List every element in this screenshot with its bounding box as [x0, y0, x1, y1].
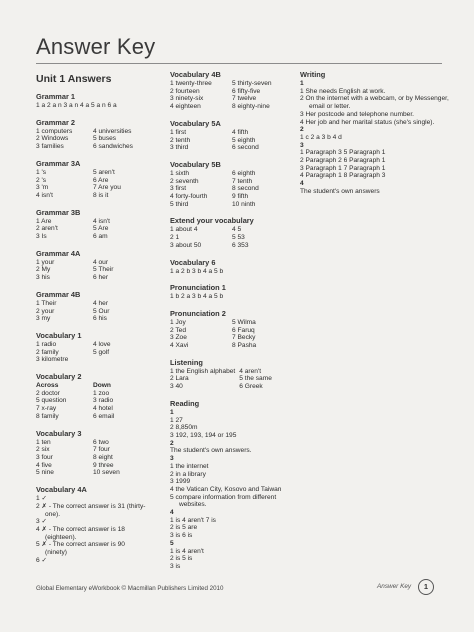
- answer-item: 3 ninety-six: [170, 95, 204, 103]
- answer-item: 4 universities: [93, 127, 132, 135]
- question-number: 1: [300, 80, 304, 87]
- answer-section: [36, 208, 146, 241]
- answer-item: 10 seven: [93, 469, 120, 477]
- answer-item: 4 isn't: [93, 217, 111, 225]
- answer-item: 2 seventh: [170, 177, 199, 185]
- answer-item: 5 buses: [93, 135, 117, 143]
- answer-item: 8 Pasha: [232, 342, 257, 350]
- answer-section: [36, 429, 146, 478]
- answer-grid: [170, 80, 290, 111]
- answer-line: 4 Her job and her marital status (she's single).: [300, 118, 435, 126]
- answer-section: [300, 70, 450, 196]
- answer-line: 1 b 2 a 3 b 4 a 5 b: [170, 293, 224, 301]
- answer-section: [36, 92, 146, 110]
- answer-section: [36, 331, 146, 364]
- section-heading: Vocabulary 5B: [170, 159, 221, 169]
- question-number: 4: [300, 180, 304, 188]
- answer-grid: [170, 319, 290, 350]
- section-heading: Extend your vocabulary: [170, 216, 254, 226]
- section-heading: Listening: [170, 357, 203, 367]
- answer-item: 3 kilometre: [36, 356, 69, 364]
- footer-label: Answer Key: [377, 583, 412, 590]
- answer-line: 3 1999: [170, 478, 191, 486]
- answer-section: [170, 216, 290, 249]
- answer-section: [36, 249, 146, 282]
- answer-line: The student's own answers.: [170, 447, 252, 455]
- answer-grid: [170, 170, 290, 209]
- answer-item: 1 the English alphabet: [170, 367, 236, 375]
- answer-item: 3 'm: [36, 184, 49, 192]
- section-heading: Vocabulary 5A: [170, 118, 221, 128]
- answer-section: [170, 399, 290, 571]
- section-heading: Grammar 1: [36, 92, 76, 101]
- answer-item: 7 twelve: [232, 95, 257, 103]
- section-heading: Vocabulary 4A: [36, 485, 87, 495]
- answer-item: 6 Are: [93, 176, 109, 184]
- answer-line: 2 is 5 are: [170, 524, 198, 532]
- answer-item: 6 am: [93, 233, 108, 241]
- answer-section: [170, 119, 290, 152]
- answer-section: [36, 118, 146, 151]
- answer-line: 3 Paragraph 1 7 Paragraph 1: [300, 164, 386, 172]
- question-number: 4: [170, 509, 174, 517]
- answer-section: [170, 358, 290, 391]
- answer-line: 1 a 2 a n 3 a n 4 a 5 a n 6 a: [36, 102, 117, 109]
- answer-item: 7 tenth: [232, 177, 253, 185]
- section-heading: Pronunciation 2: [170, 308, 226, 318]
- answer-item: 4 five: [36, 461, 52, 469]
- answer-line: 2 in a library: [170, 470, 206, 478]
- section-heading: Grammar 4B: [36, 289, 81, 299]
- answer-item: 1 ten: [36, 438, 51, 446]
- answer-item: 3 about 50: [170, 241, 202, 249]
- answer-item: 5 the same: [239, 375, 272, 383]
- answer-item: 5 Wilma: [232, 318, 256, 326]
- answer-item: 4 eighteen: [170, 103, 201, 111]
- answer-item: 6 fifty-five: [232, 87, 261, 95]
- answer-item: 2 family: [36, 348, 59, 356]
- unit-heading: Unit 1 Answers: [36, 73, 112, 85]
- answer-line: 4 Paragraph 1 8 Paragraph 3: [300, 172, 386, 180]
- answer-grid: [36, 218, 146, 241]
- answer-item: 6 her: [93, 274, 109, 282]
- answer-item: 7 four: [93, 446, 110, 454]
- answer-line: 2 is 5 is: [170, 555, 193, 563]
- answer-item: 1 about 4: [170, 226, 198, 234]
- answer-item: 4 aren't: [239, 367, 262, 375]
- answer-item: 4 isn't: [36, 191, 54, 199]
- answer-section: [170, 70, 290, 111]
- section-heading: Writing: [300, 70, 326, 79]
- answer-item: 7 Are you: [93, 184, 121, 192]
- answer-item: 4 Xavi: [170, 342, 189, 350]
- section-heading: Grammar 2: [36, 117, 76, 127]
- answer-section: [36, 485, 146, 564]
- answer-item: 5 question: [36, 397, 67, 405]
- answer-line: 1 is 4 aren't: [170, 547, 204, 555]
- answer-line: 3 Her postcode and telephone number.: [300, 110, 415, 118]
- answer-item: 2 aren't: [36, 225, 58, 233]
- question-number: 2: [170, 439, 174, 447]
- answer-item: 2 My: [36, 266, 51, 274]
- question-number: 3: [170, 455, 174, 463]
- answer-item: 2 Windows: [36, 135, 69, 143]
- answer-item: 8 eighty-nine: [232, 103, 270, 111]
- answer-item: Down: [93, 382, 111, 390]
- answer-item: 6 email: [93, 412, 115, 420]
- section-heading: Vocabulary 2: [36, 372, 82, 382]
- answer-line: 1 ✓: [36, 495, 48, 503]
- answer-item: 8 second: [232, 185, 259, 193]
- answer-item: 4 hotel: [93, 405, 113, 413]
- answer-line: 1 27: [170, 416, 183, 424]
- answer-item: 4 fifth: [232, 128, 249, 136]
- answer-item: 10 ninth: [232, 200, 256, 208]
- answer-item: 4 our: [93, 258, 109, 266]
- answer-item: 9 fifth: [232, 193, 249, 201]
- answer-line: 3 is 6 is: [170, 532, 193, 540]
- answer-item: 6 353: [232, 241, 249, 249]
- answer-item: 3 first: [170, 185, 187, 193]
- answer-item: 1 Joy: [170, 318, 186, 326]
- answer-section: [170, 283, 290, 301]
- answer-item: 2 tenth: [170, 136, 191, 144]
- answer-item: 1 first: [170, 128, 187, 136]
- answer-line: 6 ✓: [36, 556, 48, 564]
- answer-line: 2 Paragraph 2 6 Paragraph 1: [300, 157, 386, 165]
- answer-item: 2 your: [36, 307, 55, 315]
- answer-item: 2 Lara: [170, 375, 189, 383]
- answer-item: 6 two: [93, 438, 109, 446]
- answer-item: 1 your: [36, 258, 55, 266]
- answer-line: 3 ✓: [36, 518, 48, 526]
- answer-line: 1 is 4 aren't 7 is: [170, 516, 216, 524]
- answer-line: 1 the internet: [170, 462, 209, 470]
- section-heading: Grammar 3B: [36, 207, 81, 217]
- answer-item: 4 5: [232, 226, 242, 234]
- answer-item: 6 his: [93, 315, 107, 323]
- section-heading: Grammar 3A: [36, 158, 81, 168]
- column-3: [300, 70, 450, 204]
- answer-grid: [170, 368, 290, 391]
- answer-grid: [36, 300, 146, 323]
- title-divider: [36, 63, 442, 64]
- answer-item: 8 family: [36, 412, 59, 420]
- page-number: 1: [418, 579, 434, 595]
- answer-section: [170, 160, 290, 209]
- answer-line: 2 ✗ - The correct answer is 31 (thirty-one).: [36, 502, 146, 518]
- answer-item: 7 x-ray: [36, 405, 57, 413]
- answer-section: [170, 309, 290, 350]
- answer-item: 5 aren't: [93, 168, 115, 176]
- answer-item: 4 love: [93, 340, 111, 348]
- answer-item: 3 my: [36, 315, 51, 323]
- answer-item: 6 eighth: [232, 169, 256, 177]
- question-number: 1: [170, 408, 174, 416]
- question-number: 5: [170, 539, 174, 547]
- answer-item: 3 radio: [93, 397, 114, 405]
- answer-item: 8 is it: [93, 191, 109, 199]
- answer-item: 5 53: [232, 234, 245, 242]
- answer-item: 4 forty-fourth: [170, 193, 208, 201]
- answer-item: 5 thirty-seven: [232, 80, 272, 87]
- answer-item: 5 eighth: [232, 136, 256, 144]
- answer-item: 8 eight: [93, 453, 113, 461]
- answer-item: 2 Ted: [170, 326, 187, 334]
- answer-line: 2 8,850m: [170, 424, 198, 432]
- answer-grid: [170, 129, 290, 152]
- answer-item: 1 sixth: [170, 169, 190, 177]
- answer-item: 1 computers: [36, 127, 73, 135]
- page-title: Answer Key: [36, 34, 156, 59]
- section-heading: Vocabulary 4B: [170, 70, 221, 79]
- answer-section: [36, 290, 146, 323]
- column-1: [36, 70, 146, 572]
- answer-item: 1 twenty-three: [170, 80, 212, 87]
- answer-item: 2 1: [170, 234, 180, 242]
- answer-item: [93, 356, 146, 364]
- answer-item: 1 Their: [36, 299, 57, 307]
- answer-item: 3 40: [170, 383, 183, 391]
- answer-line: 2 On the internet with a webcam, or by Messenger, email or letter.: [300, 95, 449, 111]
- answer-section: [170, 258, 290, 276]
- answer-item: 1 radio: [36, 340, 57, 348]
- answer-item: 3 third: [170, 144, 189, 152]
- answer-section: [36, 372, 146, 421]
- answer-item: 3 four: [36, 453, 53, 461]
- answer-grid: [170, 226, 290, 249]
- footer-copyright: Global Elementary eWorkbook © Macmillan Publishers Limited 2010: [36, 585, 224, 592]
- answer-item: 5 Their: [93, 266, 114, 274]
- question-number: 2: [300, 126, 304, 134]
- answer-line: 5 compare information from different websites.: [170, 493, 277, 509]
- answer-grid: [36, 169, 146, 200]
- answer-item: 2 's: [36, 176, 47, 184]
- answer-item: 2 doctor: [36, 389, 60, 397]
- answer-item: 1 's: [36, 168, 47, 176]
- answer-line: 5 ✗ - The correct answer is 90 (ninety): [36, 541, 125, 557]
- answer-item: 5 nine: [36, 469, 54, 477]
- answer-item: 3 Zoe: [170, 334, 187, 342]
- answer-line: 4 the Vatican City, Kosovo and Taiwan: [170, 485, 282, 493]
- answer-line: 4 ✗ - The correct answer is 18 (eighteen).: [36, 525, 125, 541]
- answer-grid: [36, 259, 146, 282]
- column-2: [170, 70, 290, 579]
- question-number: 3: [300, 141, 304, 149]
- answer-item: 5 golf: [93, 348, 110, 356]
- section-heading: Vocabulary 1: [36, 330, 82, 340]
- answer-item: 4 her: [93, 299, 109, 307]
- answer-item: Across: [36, 382, 59, 390]
- answer-grid: [36, 341, 146, 364]
- answer-item: 6 Faruq: [232, 326, 255, 334]
- answer-item: 3 his: [36, 274, 50, 282]
- answer-line: 3 192, 193, 194 or 195: [170, 431, 237, 439]
- answer-line: 1 She needs English at work.: [300, 87, 386, 95]
- answer-line: The student's own answers: [300, 187, 380, 195]
- answer-grid: [36, 128, 146, 151]
- answer-grid: [36, 439, 146, 478]
- answer-item: 6 second: [232, 144, 259, 152]
- answer-item: 5 third: [170, 200, 189, 208]
- answer-item: 6 Greek: [239, 383, 263, 391]
- section-heading: Vocabulary 6: [170, 257, 216, 267]
- answer-item: 5 Our: [93, 307, 110, 315]
- answer-item: 1 zoo: [93, 389, 110, 397]
- section-heading: Reading: [170, 398, 200, 408]
- answer-item: 5 Are: [93, 225, 109, 233]
- answer-line: 1 Paragraph 3 5 Paragraph 1: [300, 149, 386, 157]
- section-heading: Grammar 4A: [36, 248, 81, 258]
- section-heading: Vocabulary 3: [36, 428, 82, 438]
- section-heading: Pronunciation 1: [170, 283, 226, 293]
- answer-line: 3 is: [170, 562, 181, 570]
- answer-item: 9 three: [93, 461, 114, 469]
- answer-line: 1 c 2 a 3 b 4 d: [300, 133, 342, 141]
- answer-item: 1 Are: [36, 217, 52, 225]
- answer-item: 7 Becky: [232, 334, 256, 342]
- answer-section: [36, 159, 146, 200]
- answer-line: 1 a 2 b 3 b 4 a 5 b: [170, 267, 224, 275]
- answer-grid: [36, 382, 146, 421]
- answer-item: 2 six: [36, 446, 50, 454]
- answer-item: 3 Is: [36, 233, 47, 241]
- answer-item: 3 families: [36, 143, 64, 151]
- answer-item: 6 sandwiches: [93, 143, 133, 151]
- answer-item: 2 fourteen: [170, 87, 200, 95]
